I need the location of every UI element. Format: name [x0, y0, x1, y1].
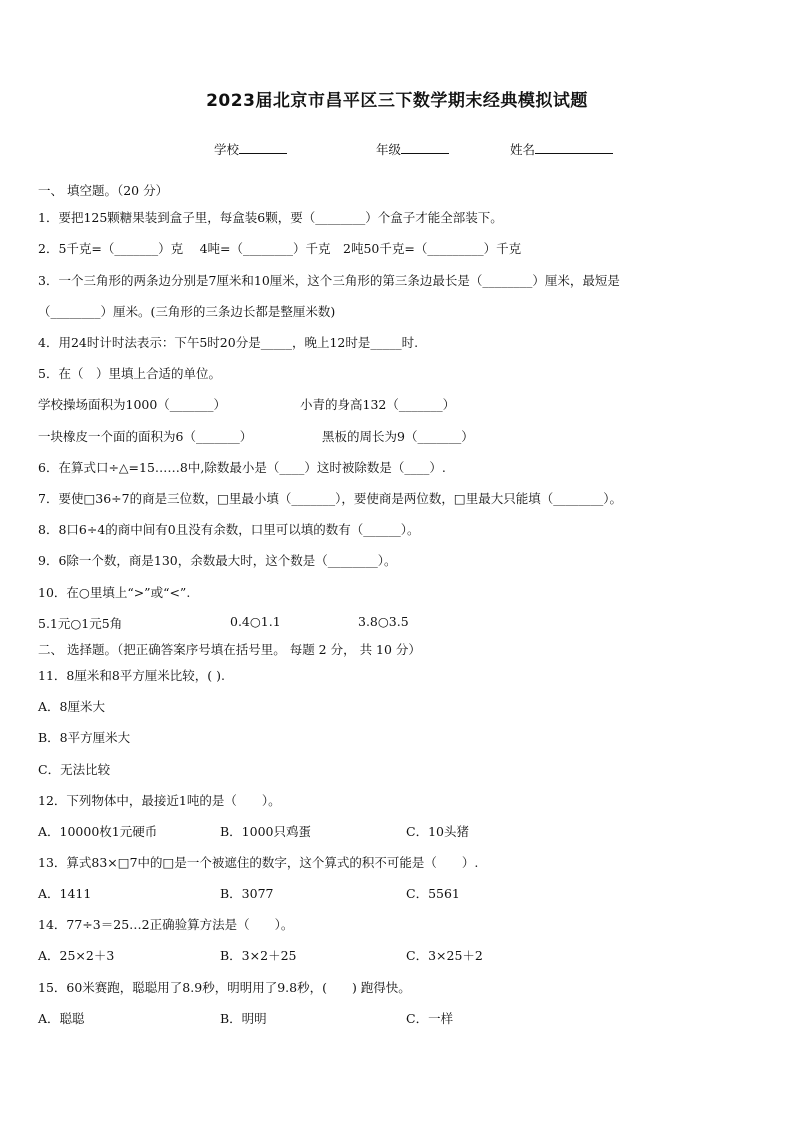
question-10-item-a: 5.1元○1元5角: [38, 616, 123, 631]
question-11-option-b: B．8平方厘米大: [38, 730, 131, 745]
question-10-item-c: 3.8○3.5: [358, 614, 409, 629]
grade-label: 年级: [376, 142, 402, 157]
question-14-option-c: C．3×25＋2: [406, 948, 483, 963]
section1-header: 一、 填空题。（20 分）: [38, 183, 169, 198]
name-blank: [535, 140, 613, 154]
question-11-option-a: A．8厘米大: [38, 699, 105, 714]
question-15: 15．60米赛跑，聪聪用了8.9秒，明明用了9.8秒，( ) 跑得快。: [38, 980, 411, 995]
question-5-item-d: 黑板的周长为9（_______）: [322, 429, 474, 444]
question-15-option-a: A．聪聪: [38, 1011, 85, 1026]
grade-blank: [401, 140, 449, 154]
question-7: 7．要使□36÷7的商是三位数，□里最小填（_______），要使商是两位数，□里最大只能填（________）。: [38, 491, 622, 506]
question-13-option-b: B．3077: [220, 886, 274, 901]
question-2: 2．5千克=（_______）克 4吨=（________）千克 2吨50千克=（_________）千克: [38, 241, 522, 256]
question-15-option-b: B．明明: [220, 1011, 267, 1026]
section2-header: 二、 选择题。（把正确答案序号填在括号里。 每题 2 分， 共 10 分）: [38, 642, 421, 657]
grade-field: [376, 140, 449, 158]
question-10-item-b: 0.4○1.1: [230, 614, 281, 629]
name-label: 姓名: [510, 142, 536, 157]
school-blank: [239, 140, 287, 154]
question-12-option-b: B．1000只鸡蛋: [220, 824, 311, 839]
school-field: [214, 140, 287, 158]
question-10: 10．在○里填上“>”或“<”.: [38, 585, 191, 600]
question-12-option-c: C．10头猪: [406, 824, 469, 839]
question-8: 8．8口6÷4的商中间有0且没有余数，口里可以填的数有（______）。: [38, 522, 420, 537]
question-3-line-1: 3．一个三角形的两条边分别是7厘米和10厘米，这个三角形的第三条边最长是（________）厘米，最短是: [38, 273, 620, 288]
question-12: 12．下列物体中，最接近1吨的是（ ）。: [38, 793, 281, 808]
question-1: 1．要把125颗糖果装到盒子里，每盒装6颗，要（________）个盒子才能全部装下。: [38, 210, 503, 225]
question-4: 4．用24时计时法表示：下午5时20分是_____，晚上12时是_____时.: [38, 335, 419, 350]
question-6: 6．在算式口÷△=15……8中,除数最小是（____）这时被除数是（____）.: [38, 460, 446, 475]
question-11: 11．8厘米和8平方厘米比较，( ).: [38, 668, 226, 683]
question-5-item-b: 小青的身高132（_______）: [300, 397, 456, 412]
question-14-option-a: A．25×2＋3: [38, 948, 115, 963]
question-3-line-2: （________）厘米。(三角形的三条边长都是整厘米数): [38, 304, 336, 319]
question-13-option-c: C．5561: [406, 886, 460, 901]
question-14: 14．77÷3＝25…2正确验算方法是（ ）。: [38, 917, 294, 932]
question-5-item-a: 学校操场面积为1000（_______）: [38, 397, 227, 412]
question-13-option-a: A．1411: [38, 886, 92, 901]
page-title: 2023届北京市昌平区三下数学期末经典模拟试题: [206, 91, 588, 111]
question-15-option-c: C．一样: [406, 1011, 454, 1026]
name-field: [510, 140, 613, 158]
question-5: 5．在（ ）里填上合适的单位。: [38, 366, 221, 381]
question-11-option-c: C．无法比较: [38, 762, 111, 777]
school-label: 学校: [214, 142, 240, 157]
question-14-option-b: B．3×2＋25: [220, 948, 297, 963]
question-12-option-a: A．10000枚1元硬币: [38, 824, 158, 839]
question-13: 13．算式83×□7中的□是一个被遮住的数字，这个算式的积不可能是（ ）.: [38, 855, 479, 870]
question-9: 9．6除一个数，商是130，余数最大时，这个数是（________）。: [38, 553, 397, 568]
question-5-item-c: 一块橡皮一个面的面积为6（_______）: [38, 429, 253, 444]
